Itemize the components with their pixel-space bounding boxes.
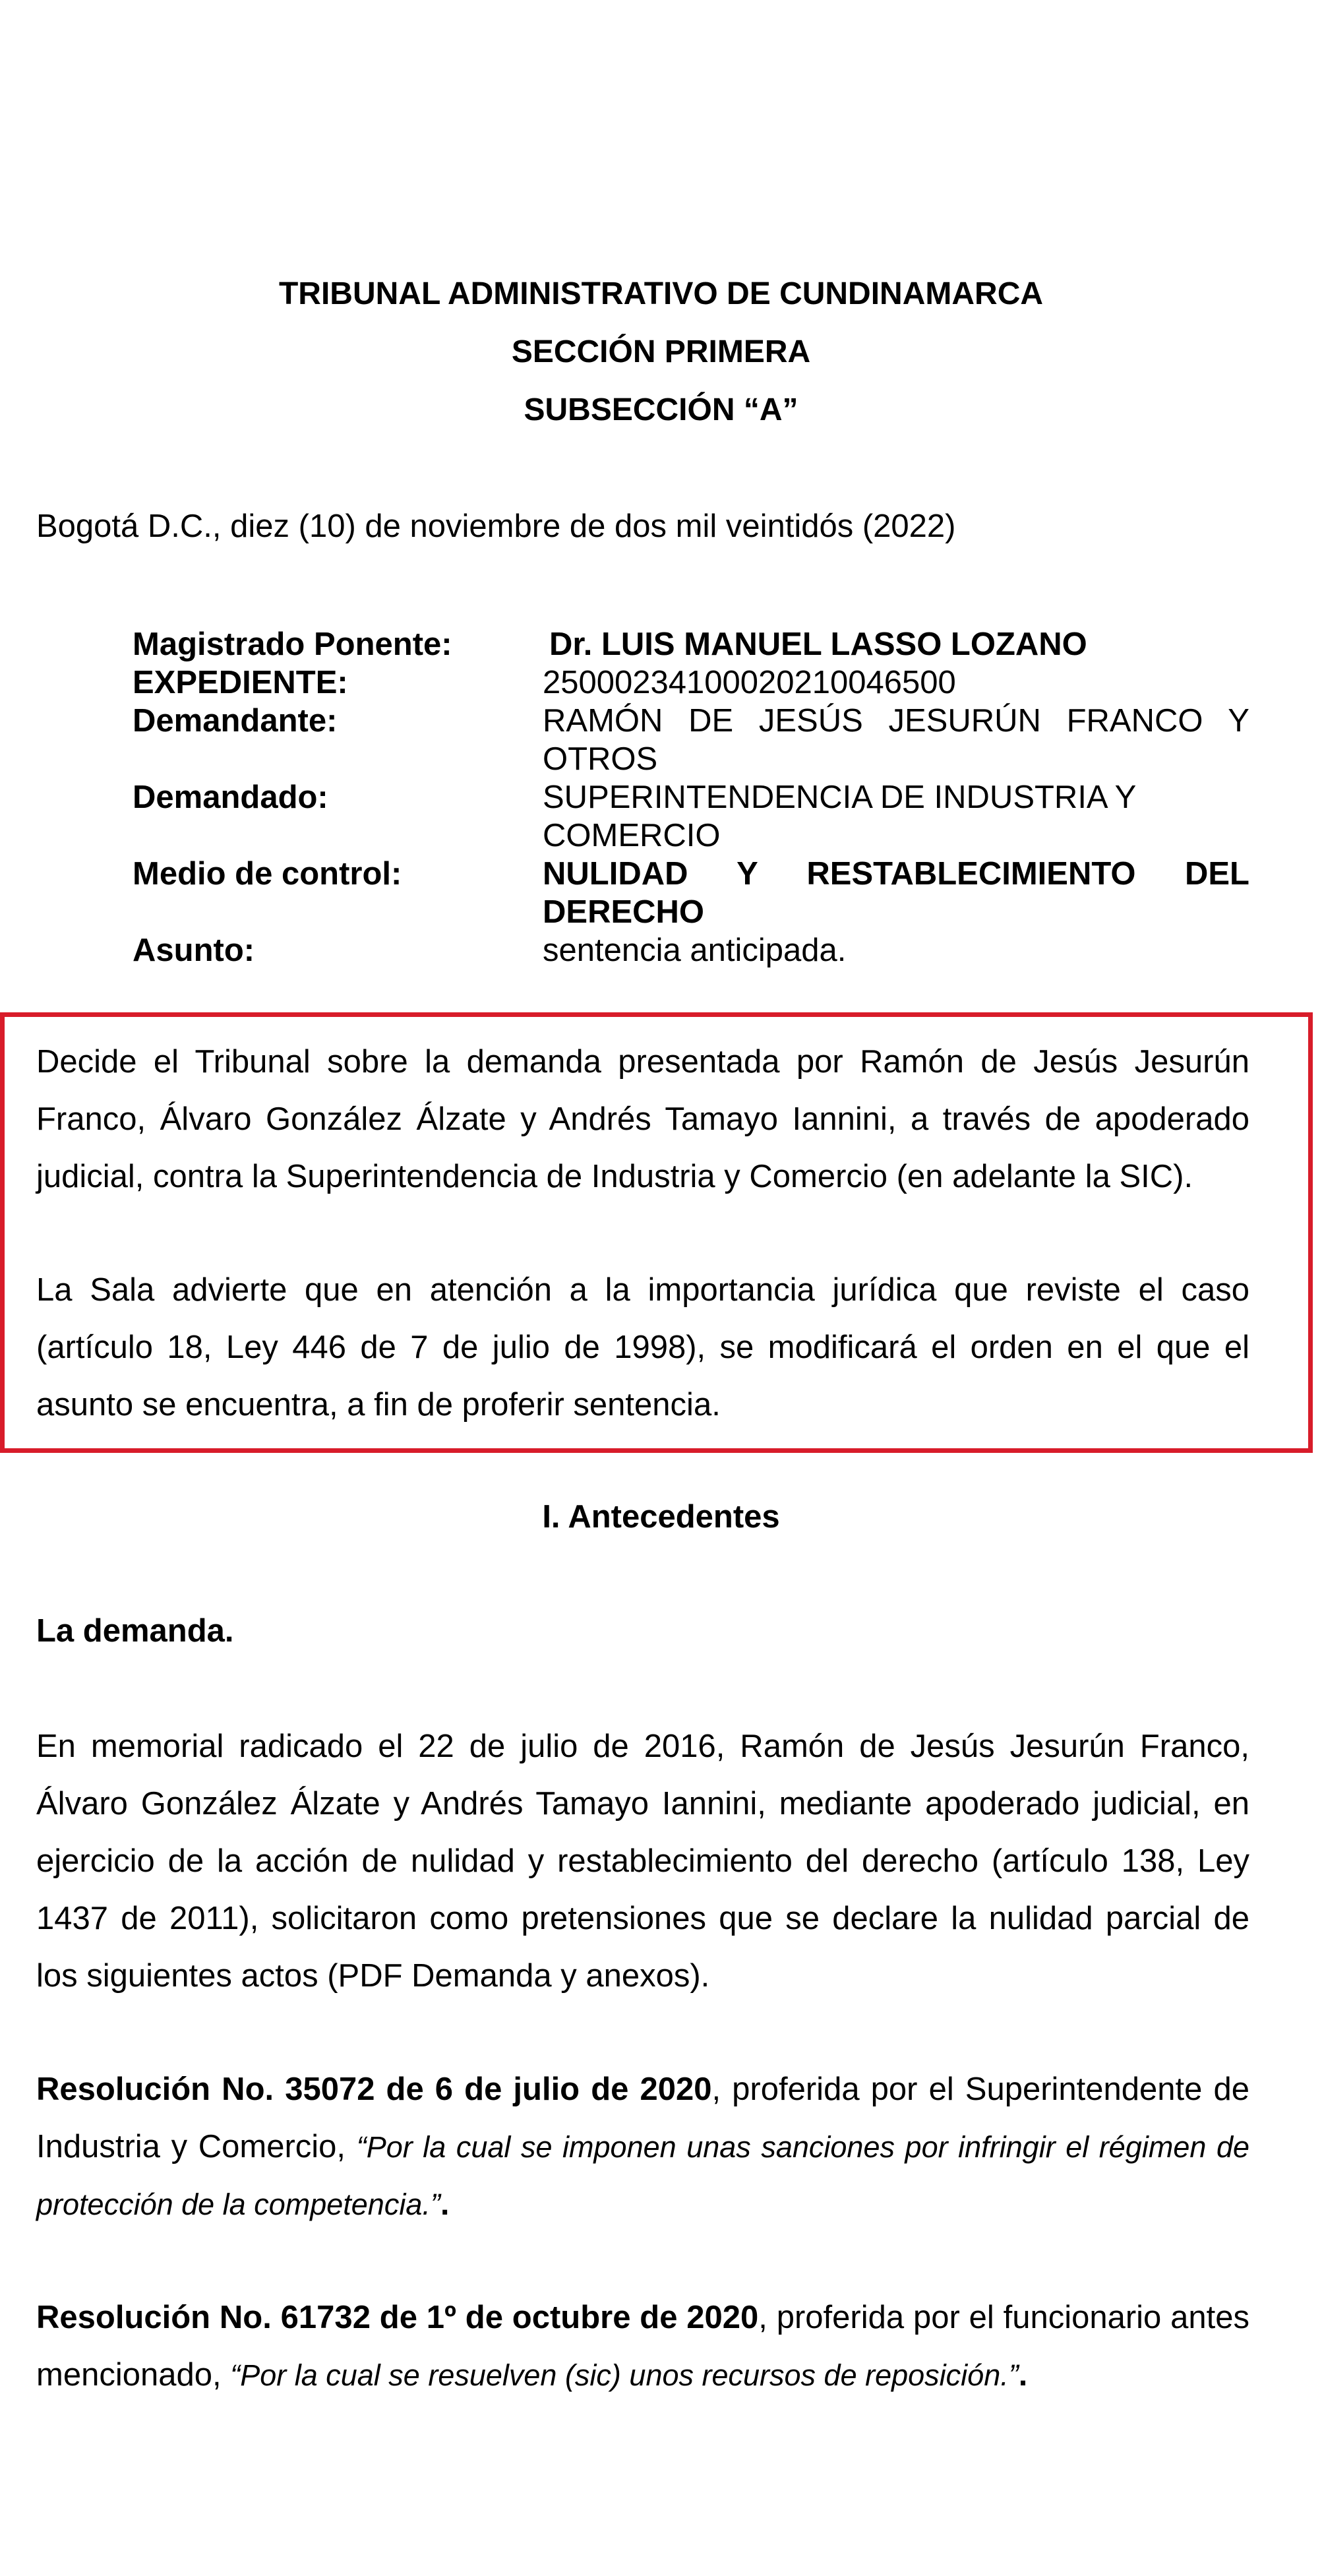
case-info-row xyxy=(133,663,1249,702)
resolution-2-paragraph xyxy=(36,2289,1249,2404)
value-demandante: RAMÓN DE JESÚS JESURÚN FRANCO Y OTROS xyxy=(543,703,1249,777)
case-info-row xyxy=(133,702,1249,778)
section-name: SECCIÓN PRIMERA xyxy=(511,334,811,369)
label-demandado: Demandado: xyxy=(133,780,328,815)
case-info-row xyxy=(133,855,1249,931)
value-magistrado: Dr. LUIS MANUEL LASSO LOZANO xyxy=(549,627,1087,662)
case-info xyxy=(133,625,1249,969)
subsection-letter: “A” xyxy=(743,392,798,427)
label-demandante: Demandante: xyxy=(133,703,338,739)
resolution-2-text: , proferida por el funcionario antes mencionado, xyxy=(36,2300,1249,2393)
label-medio-control: Medio de control: xyxy=(133,856,402,892)
demand-paragraph: En memorial radicado el 22 de julio de 2016, Ramón de Jesús Jesurún Franco, Álvaro González Álzate y Andrés Tamayo Iannini, mediante apoderado judicial, en ejercicio de la acción de nulidad y restablecimiento del derecho (artículo 138, Ley 1437 de 2011), solicitaron como pretensiones que se declare la nulidad parcial de los siguientes actos (PDF Demanda y anexos). xyxy=(36,1729,1249,1994)
case-info-row xyxy=(133,625,1249,663)
resolution-2-title: Resolución No. 61732 de 1º de octubre de 2020 xyxy=(36,2300,759,2335)
date-line: Bogotá D.C., diez (10) de noviembre de dos mil veintidós (2022) xyxy=(36,508,956,544)
resolution-1-end: . xyxy=(440,2186,450,2222)
resolution-1-title: Resolución No. 35072 de 6 de julio de 2020 xyxy=(36,2071,712,2107)
value-medio-control: NULIDAD Y RESTABLECIMIENTO DEL DERECHO xyxy=(543,856,1249,930)
section-heading: I. Antecedentes xyxy=(542,1499,780,1535)
case-info-row xyxy=(133,778,1249,855)
value-demandado: SUPERINTENDENCIA DE INDUSTRIA Y COMERCIO xyxy=(543,780,1136,853)
resolution-1-text: , proferida por el Superintendente de Industria y Comercio, xyxy=(36,2071,1250,2164)
subsection-name xyxy=(0,392,1322,428)
label-asunto: Asunto: xyxy=(133,933,255,968)
resolution-1-paragraph xyxy=(36,2061,1249,2233)
resolution-1-quote: “Por la cual se imponen unas sanciones por infringir el régimen de protección de la competencia.” xyxy=(36,2130,1249,2221)
resolution-2-quote: “Por la cual se resuelven (sic) unos recursos de reposición.” xyxy=(230,2358,1019,2392)
subsection-label: SUBSECCIÓN xyxy=(524,392,735,427)
value-expediente: 25000234100020210046500 xyxy=(543,665,956,700)
value-asunto: sentencia anticipada. xyxy=(543,933,847,968)
label-expediente: EXPEDIENTE: xyxy=(133,665,348,700)
intro-paragraph: Decide el Tribunal sobre la demanda presentada por Ramón de Jesús Jesurún Franco, Álvaro González Álzate y Andrés Tamayo Iannini, a través de apoderado judicial, contra la Superintendencia de Industria y Comercio (en adelante la SIC). xyxy=(36,1044,1249,1194)
label-magistrado: Magistrado Ponente: xyxy=(133,627,452,662)
resolution-2-end: . xyxy=(1018,2357,1028,2393)
court-name: TRIBUNAL ADMINISTRATIVO DE CUNDINAMARCA xyxy=(278,276,1044,311)
case-info-row xyxy=(133,931,1249,969)
importance-paragraph: La Sala advierte que en atención a la importancia jurídica que reviste el caso (artículo 18, Ley 446 de 7 de julio de 1998), se modificará el orden en el que el asunto se encuentra, a fin de proferir sentencia. xyxy=(36,1272,1249,1423)
subheading: La demanda. xyxy=(36,1613,234,1649)
